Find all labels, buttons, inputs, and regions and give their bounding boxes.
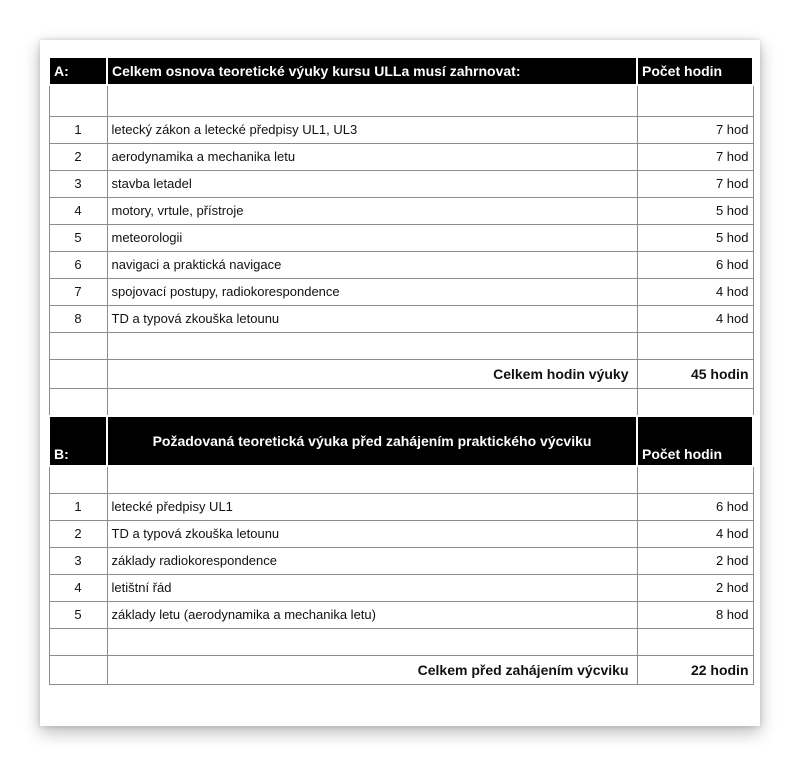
row-number: 1 (49, 117, 107, 144)
table-row (49, 306, 753, 333)
empty-row (49, 85, 753, 117)
section-b-total-row (49, 656, 753, 685)
section-a-total-row (49, 360, 753, 389)
row-hours: 4 hod (637, 521, 753, 548)
section-a-label: A: (49, 57, 107, 85)
row-number: 6 (49, 252, 107, 279)
row-hours: 8 hod (637, 602, 753, 629)
row-number: 1 (49, 494, 107, 521)
row-subject: navigaci a praktická navigace (107, 252, 637, 279)
section-b-title: Požadovaná teoretická výuka před zahájením praktického výcviku (107, 416, 637, 466)
empty-row (49, 333, 753, 360)
table-row (49, 171, 753, 198)
row-hours: 7 hod (637, 117, 753, 144)
row-subject: TD a typová zkouška letounu (107, 306, 637, 333)
row-subject: aerodynamika a mechanika letu (107, 144, 637, 171)
row-number: 3 (49, 171, 107, 198)
section-a-total-value: 45 hodin (637, 360, 753, 389)
table-row (49, 494, 753, 521)
table-row (49, 575, 753, 602)
table-row (49, 198, 753, 225)
row-hours: 6 hod (637, 252, 753, 279)
row-number: 8 (49, 306, 107, 333)
row-subject: stavba letadel (107, 171, 637, 198)
section-b-label: B: (49, 416, 107, 466)
row-subject: základy letu (aerodynamika a mechanika letu) (107, 602, 637, 629)
table-row (49, 279, 753, 306)
row-subject: spojovací postupy, radiokorespondence (107, 279, 637, 306)
row-number: 5 (49, 225, 107, 252)
empty-row (49, 629, 753, 656)
row-hours: 2 hod (637, 575, 753, 602)
section-b-total-label: Celkem před zahájením výcviku (107, 656, 637, 685)
row-subject: letecké předpisy UL1 (107, 494, 637, 521)
row-number: 5 (49, 602, 107, 629)
table-row (49, 548, 753, 575)
row-number: 2 (49, 521, 107, 548)
training-hours-table (48, 56, 754, 685)
row-hours: 7 hod (637, 144, 753, 171)
row-hours: 5 hod (637, 225, 753, 252)
section-a-hours-header: Počet hodin (637, 57, 753, 85)
row-hours: 4 hod (637, 279, 753, 306)
table-row (49, 252, 753, 279)
section-a-header-row (49, 57, 753, 85)
row-subject: meteorologii (107, 225, 637, 252)
row-hours: 6 hod (637, 494, 753, 521)
row-subject: letecký zákon a letecké předpisy UL1, UL3 (107, 117, 637, 144)
row-subject: TD a typová zkouška letounu (107, 521, 637, 548)
section-b-total-value: 22 hodin (637, 656, 753, 685)
section-b-header-row (49, 416, 753, 466)
table-row (49, 521, 753, 548)
empty-row (49, 466, 753, 494)
row-number: 4 (49, 575, 107, 602)
row-subject: motory, vrtule, přístroje (107, 198, 637, 225)
table-row (49, 225, 753, 252)
row-subject: základy radiokorespondence (107, 548, 637, 575)
table-row (49, 144, 753, 171)
row-subject: letištní řád (107, 575, 637, 602)
row-number: 4 (49, 198, 107, 225)
section-a-title: Celkem osnova teoretické výuky kursu ULLa musí zahrnovat: (107, 57, 637, 85)
row-hours: 5 hod (637, 198, 753, 225)
table-row (49, 602, 753, 629)
row-number: 7 (49, 279, 107, 306)
document-sheet (40, 40, 760, 726)
row-hours: 7 hod (637, 171, 753, 198)
row-number: 3 (49, 548, 107, 575)
section-a-total-label: Celkem hodin výuky (107, 360, 637, 389)
table-row (49, 117, 753, 144)
section-b-hours-header: Počet hodin (637, 416, 753, 466)
row-hours: 2 hod (637, 548, 753, 575)
row-number: 2 (49, 144, 107, 171)
empty-row (49, 389, 753, 417)
row-hours: 4 hod (637, 306, 753, 333)
